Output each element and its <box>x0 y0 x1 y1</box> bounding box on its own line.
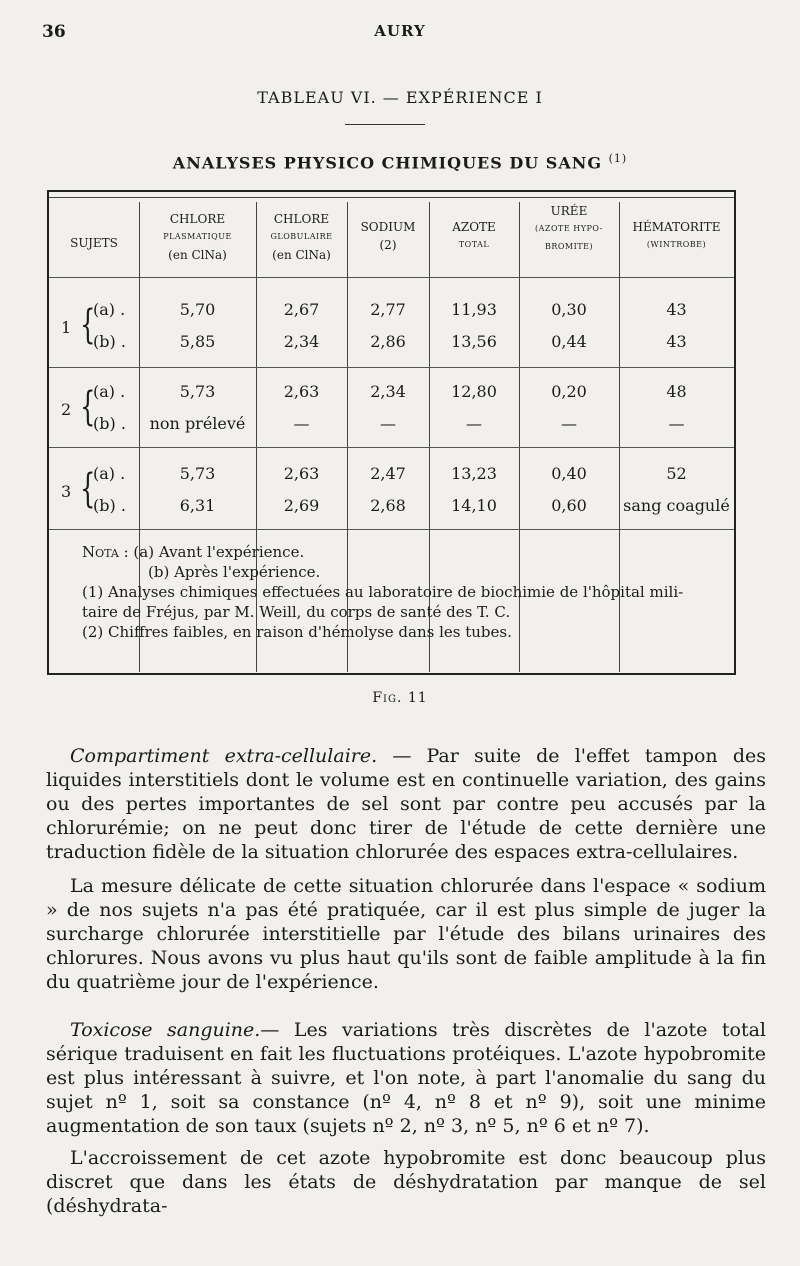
cell-value: 5,85 <box>179 332 216 351</box>
subject-label-b: (b) . <box>93 496 126 515</box>
header-line: GLOBULAIRE <box>270 232 333 241</box>
header-line: (2) <box>379 238 397 252</box>
cell-value: — <box>466 414 482 433</box>
cell-value: 2,77 <box>370 300 406 319</box>
page-number: 36 <box>42 22 66 42</box>
cell-value: 6,31 <box>179 496 216 515</box>
cell-value: 14,10 <box>451 496 497 515</box>
cell-value: 2,34 <box>283 332 320 351</box>
note-1-line1: (1) Analyses chimiques effectuées au laboratoire de biochimie de l'hôpital mili- <box>82 583 684 601</box>
cell-value: 5,70 <box>179 300 216 319</box>
header-chlore-globulaire <box>256 210 347 264</box>
subject-label-b: (b) . <box>93 414 126 433</box>
figure-caption: Fig. 11 <box>372 690 428 706</box>
row-divider <box>49 367 734 368</box>
cell-value: 2,63 <box>283 382 320 401</box>
header-line: BROMITE) <box>544 242 594 251</box>
header-sujets: SUJETS <box>70 236 118 250</box>
header-line: TOTAL <box>458 240 490 249</box>
subject-number: 2 <box>61 400 72 419</box>
cell-value: 0,40 <box>551 464 587 483</box>
header-line: URÉE <box>550 204 588 218</box>
table-title: TABLEAU VI. — EXPÉRIENCE I <box>257 88 543 107</box>
cell-value: 13,23 <box>451 464 497 483</box>
cell-value: 2,67 <box>283 300 320 319</box>
header-line: (AZOTE HYPO- <box>535 224 603 233</box>
paragraph-extracellulaire <box>46 744 766 864</box>
nota-label: Nota <box>82 543 119 561</box>
analysis-title-text: ANALYSES PHYSICO CHIMIQUES DU SANG <box>172 153 603 173</box>
subject-label-a: (a) . <box>93 300 126 319</box>
nota-b: (b) Après l'expérience. <box>148 563 321 581</box>
table-notes <box>82 542 712 642</box>
cell-value: 2,69 <box>283 496 320 515</box>
analysis-note-ref: (1) <box>608 152 628 165</box>
paragraph-text: La mesure délicate de cette situation chlorurée dans l'espace « sodium » de nos sujets n'a pas été pratiquée, car il est plus simple de juger la surcharge chlorurée interstitielle par l'étude des bilans urinaires des chlorures. Nous avons vu plus haut qu'ils sont de faible amplitude à la fin du quatrième jour de l'expérience. <box>46 875 766 993</box>
header-line: (WINTROBE) <box>646 240 707 249</box>
header-line: (en ClNa) <box>168 248 227 262</box>
table-bottom-rule <box>49 529 734 530</box>
note-2: (2) Chiffres faibles, en raison d'hémolyse dans les tubes. <box>82 623 512 641</box>
cell-value: 5,73 <box>179 464 216 483</box>
subject-label-b: (b) . <box>93 332 126 351</box>
cell-value: 43 <box>666 300 687 319</box>
cell-value: sang coagulé <box>623 496 730 515</box>
paragraph-text: — Par suite de l'effet tampon des liquides interstitiels dont le volume est en continuelle variation, des gains ou des pertes importantes de sel sont par contre peu accusés par la chlorurémie; on ne peut donc tirer de l'étude de cette dernière une traduction fidèle de la situation chlorurée des espaces extra-cellulaires. <box>46 745 766 863</box>
subject-number: 1 <box>61 318 72 337</box>
cell-value: 13,56 <box>451 332 497 351</box>
nota-a-line <box>82 542 712 562</box>
cell-value: 52 <box>666 464 687 483</box>
nota-a: : (a) Avant l'expérience. <box>123 543 305 561</box>
cell-value: — <box>668 414 685 433</box>
subject-brace: { <box>80 466 96 512</box>
cell-value: 12,80 <box>451 382 497 401</box>
cell-value: 2,63 <box>283 464 320 483</box>
header-azote-total <box>429 218 519 254</box>
header-line: CHLORE <box>169 212 226 226</box>
cell-value: 0,60 <box>551 496 587 515</box>
cell-value: 0,20 <box>551 382 587 401</box>
cell-value: non prélevé <box>149 414 246 433</box>
header-divider <box>49 277 734 278</box>
cell-value: 5,73 <box>179 382 216 401</box>
table-inner-top-rule <box>49 197 734 198</box>
paragraph-mesure <box>46 874 766 994</box>
cell-value: 2,47 <box>370 464 406 483</box>
paragraph-lead: Toxicose sanguine. <box>70 1019 261 1041</box>
cell-value: 2,68 <box>370 496 406 515</box>
subject-number: 3 <box>61 482 72 501</box>
cell-value: — <box>561 414 577 433</box>
row-divider <box>49 447 734 448</box>
subject-label-a: (a) . <box>93 464 126 483</box>
header-line: CHLORE <box>273 212 330 226</box>
header-uree <box>519 202 619 256</box>
header-hematocrite <box>619 218 734 254</box>
paragraph-text: L'accroissement de cet azote hypobromite est donc beaucoup plus discret que dans les états de déshydratation par manque de sel (déshydrata- <box>46 1147 766 1217</box>
note-1-line2: taire de Fréjus, par M. Weill, du corps de santé des T. C. <box>82 603 511 621</box>
cell-value: 11,93 <box>451 300 497 319</box>
subject-brace: { <box>80 302 96 348</box>
cell-value: 43 <box>666 332 687 351</box>
header-chlore-plasmatique <box>139 210 256 264</box>
running-head: AURY <box>374 22 426 40</box>
paragraph-lead: Compartiment extra-cellulaire. <box>70 745 378 767</box>
subject-brace: { <box>80 384 96 430</box>
cell-value: — <box>380 414 396 433</box>
cell-value: 48 <box>666 382 687 401</box>
subject-label-a: (a) . <box>93 382 126 401</box>
title-divider <box>345 124 425 125</box>
header-line: HÉMATORITE <box>632 220 721 234</box>
cell-value: 0,44 <box>551 332 587 351</box>
cell-value: 0,30 <box>551 300 587 319</box>
analysis-title <box>0 152 800 172</box>
paragraph-accroissement <box>46 1146 766 1218</box>
paragraph-text: — Les variations très discrètes de l'azote total sérique traduisent en fait les fluctuations protéiques. L'azote hypobromite est plus intéressant à suivre, et l'on note, à part l'anomalie du sang du sujet nº 1, soit sa constance (nº 4, nº 8 et nº 9), soit une minime augmentation de son taux (sujets nº 2, nº 3, nº 5, nº 6 et nº 7). <box>46 1019 766 1137</box>
cell-value: 2,34 <box>370 382 406 401</box>
header-line: PLASMATIQUE <box>163 232 232 241</box>
header-sodium <box>347 218 429 254</box>
cell-value: 2,86 <box>370 332 406 351</box>
header-line: SODIUM <box>360 220 416 234</box>
paragraph-toxicose <box>46 1018 766 1138</box>
cell-value: — <box>293 414 310 433</box>
header-line: (en ClNa) <box>272 248 331 262</box>
header-line: AZOTE <box>452 220 496 234</box>
